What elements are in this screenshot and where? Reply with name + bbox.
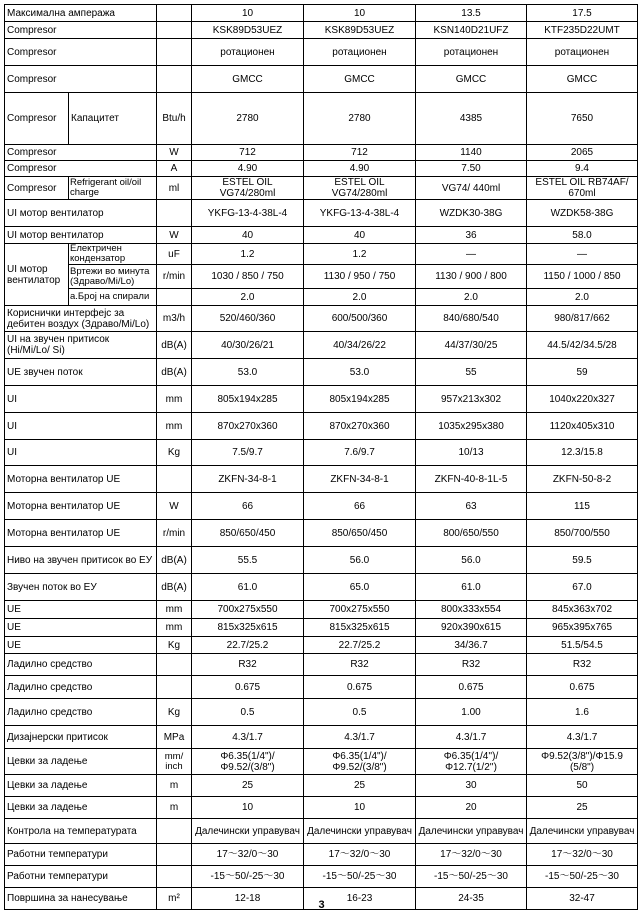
row-label: UI мотор вентилатор <box>5 227 157 244</box>
row-label: Ладилно средство <box>5 654 157 676</box>
value-cell: VG74/ 440ml <box>416 177 527 200</box>
value-cell: ZKFN-34-8-1 <box>304 466 416 493</box>
row-label: Ладилно средство <box>5 699 157 726</box>
value-cell: 2780 <box>192 93 304 145</box>
value-cell: ротационен <box>304 39 416 66</box>
unit-cell: dB(A) <box>157 574 192 601</box>
unit-cell: r/min <box>157 520 192 547</box>
value-cell: GMCC <box>416 66 527 93</box>
value-cell: 25 <box>192 775 304 797</box>
value-cell: 44/37/30/25 <box>416 332 527 359</box>
value-cell: 59.5 <box>527 547 638 574</box>
row-label: Дизајнерски притисок <box>5 726 157 749</box>
unit-cell: m <box>157 775 192 797</box>
value-cell: 24-35 <box>416 888 527 910</box>
value-cell: 61.0 <box>192 574 304 601</box>
value-cell: 20 <box>416 797 527 819</box>
value-cell: 40/30/26/21 <box>192 332 304 359</box>
row-sublabel: Електричен кондензатор <box>69 244 157 265</box>
value-cell: 1120x405x310 <box>527 413 638 440</box>
table-row <box>5 775 638 797</box>
value-cell: 600/500/360 <box>304 306 416 332</box>
unit-cell <box>157 200 192 227</box>
value-cell: 30 <box>416 775 527 797</box>
table-row <box>5 332 638 359</box>
value-cell: 4.3/1.7 <box>192 726 304 749</box>
table-row <box>5 244 638 265</box>
row-sublabel: а.Број на спирали <box>69 289 157 306</box>
value-cell: Φ6.35(1/4")/Φ9.52/(3/8") <box>304 749 416 775</box>
value-cell: 63 <box>416 493 527 520</box>
value-cell: 870x270x360 <box>304 413 416 440</box>
table-row <box>5 493 638 520</box>
value-cell: 957x213x302 <box>416 386 527 413</box>
value-cell: 55 <box>416 359 527 386</box>
value-cell: 1.2 <box>192 244 304 265</box>
row-sublabel: Refrigerant oil/oil charge <box>69 177 157 200</box>
value-cell: 805x194x285 <box>304 386 416 413</box>
value-cell: ZKFN-50-8-2 <box>527 466 638 493</box>
unit-cell <box>157 5 192 22</box>
unit-cell: dB(A) <box>157 359 192 386</box>
unit-cell <box>157 39 192 66</box>
row-label: Работни температури <box>5 844 157 866</box>
table-row <box>5 619 638 637</box>
value-cell: ESTEL OIL VG74/280ml <box>304 177 416 200</box>
unit-cell: Btu/h <box>157 93 192 145</box>
value-cell: 4.90 <box>304 161 416 177</box>
row-label: Ниво на звучен притисок во ЕУ <box>5 547 157 574</box>
value-cell: 0.5 <box>192 699 304 726</box>
table-row <box>5 601 638 619</box>
value-cell: 1.00 <box>416 699 527 726</box>
value-cell: 1035x295x380 <box>416 413 527 440</box>
value-cell: R32 <box>192 654 304 676</box>
value-cell: 12.3/15.8 <box>527 440 638 466</box>
value-cell: ротационен <box>527 39 638 66</box>
value-cell: 10 <box>304 797 416 819</box>
value-cell: 840/680/540 <box>416 306 527 332</box>
value-cell: 25 <box>527 797 638 819</box>
unit-cell: Kg <box>157 637 192 654</box>
value-cell: — <box>416 244 527 265</box>
value-cell: ZKFN-34-8-1 <box>192 466 304 493</box>
value-cell: 55.5 <box>192 547 304 574</box>
value-cell: 40 <box>192 227 304 244</box>
row-label: UE <box>5 637 157 654</box>
value-cell: 800x333x554 <box>416 601 527 619</box>
unit-cell: MPa <box>157 726 192 749</box>
value-cell: 850/650/450 <box>304 520 416 547</box>
table-row <box>5 145 638 161</box>
row-label: Compresor <box>5 39 157 66</box>
value-cell: 58.0 <box>527 227 638 244</box>
unit-cell <box>157 289 192 306</box>
value-cell: 4385 <box>416 93 527 145</box>
row-label: Compresor <box>5 22 157 39</box>
unit-cell <box>157 466 192 493</box>
value-cell: 2.0 <box>192 289 304 306</box>
value-cell: WZDK58-38G <box>527 200 638 227</box>
value-cell: 56.0 <box>416 547 527 574</box>
value-cell: R32 <box>416 654 527 676</box>
unit-cell: W <box>157 493 192 520</box>
table-row <box>5 819 638 844</box>
unit-cell: Kg <box>157 699 192 726</box>
value-cell: 50 <box>527 775 638 797</box>
value-cell: Далечински управувач <box>192 819 304 844</box>
row-label: Моторна вентилатор UE <box>5 466 157 493</box>
row-label: Кориснички интерфејс за дебитен воздух (Здраво/Mi/Lo) <box>5 306 157 332</box>
value-cell: 13.5 <box>416 5 527 22</box>
value-cell: 67.0 <box>527 574 638 601</box>
value-cell: R32 <box>527 654 638 676</box>
unit-cell <box>157 676 192 699</box>
value-cell: WZDK30-38G <box>416 200 527 227</box>
value-cell: ESTEL OIL VG74/280ml <box>192 177 304 200</box>
row-label: Моторна вентилатор UE <box>5 493 157 520</box>
table-row <box>5 413 638 440</box>
value-cell: 25 <box>304 775 416 797</box>
value-cell: ротационен <box>416 39 527 66</box>
table-row <box>5 22 638 39</box>
value-cell: 2065 <box>527 145 638 161</box>
value-cell: 2.0 <box>416 289 527 306</box>
row-label: UI <box>5 440 157 466</box>
value-cell: 7.5/9.7 <box>192 440 304 466</box>
value-cell: KTF235D22UMT <box>527 22 638 39</box>
value-cell: YKFG-13-4-38L-4 <box>304 200 416 227</box>
value-cell: YKFG-13-4-38L-4 <box>192 200 304 227</box>
value-cell: 34/36.7 <box>416 637 527 654</box>
value-cell: 1150 / 1000 / 850 <box>527 265 638 289</box>
value-cell: 4.90 <box>192 161 304 177</box>
unit-cell: mm <box>157 619 192 637</box>
value-cell: 10/13 <box>416 440 527 466</box>
table-row <box>5 547 638 574</box>
table-row <box>5 866 638 888</box>
value-cell: 7.6/9.7 <box>304 440 416 466</box>
value-cell: -15～50/-25～30 <box>416 866 527 888</box>
value-cell: 1140 <box>416 145 527 161</box>
value-cell: 2.0 <box>527 289 638 306</box>
unit-cell: m3/h <box>157 306 192 332</box>
value-cell: 9.4 <box>527 161 638 177</box>
value-cell: 965x395x765 <box>527 619 638 637</box>
row-label: Цевки за ладење <box>5 749 157 775</box>
value-cell: 0.675 <box>527 676 638 699</box>
value-cell: 1130 / 900 / 800 <box>416 265 527 289</box>
value-cell: 32-47 <box>527 888 638 910</box>
value-cell: 53.0 <box>192 359 304 386</box>
value-cell: 1130 / 950 / 750 <box>304 265 416 289</box>
value-cell: 1040x220x327 <box>527 386 638 413</box>
row-label: Максимална ампеража <box>5 5 157 22</box>
table-row <box>5 574 638 601</box>
unit-cell: W <box>157 145 192 161</box>
value-cell: 700x275x550 <box>304 601 416 619</box>
unit-cell: mm <box>157 386 192 413</box>
value-cell: 66 <box>192 493 304 520</box>
value-cell: ESTEL OIL RB74AF/ 670ml <box>527 177 638 200</box>
unit-cell <box>157 866 192 888</box>
value-cell: 0.675 <box>304 676 416 699</box>
table-row <box>5 749 638 775</box>
value-cell: 10 <box>192 5 304 22</box>
value-cell: 17～32/0～30 <box>416 844 527 866</box>
unit-cell: W <box>157 227 192 244</box>
value-cell: 17～32/0～30 <box>527 844 638 866</box>
value-cell: 4.3/1.7 <box>527 726 638 749</box>
value-cell: ZKFN-40-8-1L-5 <box>416 466 527 493</box>
row-label: UE <box>5 601 157 619</box>
table-row <box>5 359 638 386</box>
row-label: UI <box>5 386 157 413</box>
value-cell: 17～32/0～30 <box>304 844 416 866</box>
value-cell: 0.675 <box>192 676 304 699</box>
value-cell: 10 <box>192 797 304 819</box>
table-row <box>5 5 638 22</box>
row-label: Работни температури <box>5 866 157 888</box>
value-cell: GMCC <box>304 66 416 93</box>
row-label: UE звучен поток <box>5 359 157 386</box>
value-cell: -15～50/-25～30 <box>527 866 638 888</box>
value-cell: 22.7/25.2 <box>192 637 304 654</box>
value-cell: 17～32/0～30 <box>192 844 304 866</box>
value-cell: 805x194x285 <box>192 386 304 413</box>
table-row <box>5 265 638 289</box>
value-cell: 59 <box>527 359 638 386</box>
value-cell: 700x275x550 <box>192 601 304 619</box>
table-row <box>5 39 638 66</box>
table-row <box>5 66 638 93</box>
value-cell: KSN140D21UFZ <box>416 22 527 39</box>
value-cell: 1030 / 850 / 750 <box>192 265 304 289</box>
value-cell: 61.0 <box>416 574 527 601</box>
value-cell: Φ6.35(1/4")/Φ9.52/(3/8") <box>192 749 304 775</box>
row-label: UI мотор вентилатор <box>5 244 69 306</box>
value-cell: -15～50/-25～30 <box>304 866 416 888</box>
row-label: UI на звучен притисок (Hi/Mi/Lo/ Si) <box>5 332 157 359</box>
unit-cell <box>157 66 192 93</box>
table-row <box>5 797 638 819</box>
row-label: UI мотор вентилатор <box>5 200 157 227</box>
value-cell: 115 <box>527 493 638 520</box>
unit-cell: uF <box>157 244 192 265</box>
row-label: UI <box>5 413 157 440</box>
value-cell: 7650 <box>527 93 638 145</box>
row-label: Compresor <box>5 177 69 200</box>
value-cell: 712 <box>304 145 416 161</box>
unit-cell <box>157 819 192 844</box>
value-cell: Далечински управувач <box>527 819 638 844</box>
value-cell: 22.7/25.2 <box>304 637 416 654</box>
value-cell: 712 <box>192 145 304 161</box>
value-cell: KSK89D53UEZ <box>192 22 304 39</box>
value-cell: Φ6.35(1/4'')/Φ12.7(1/2'') <box>416 749 527 775</box>
value-cell: 66 <box>304 493 416 520</box>
unit-cell: dB(A) <box>157 547 192 574</box>
table-row <box>5 466 638 493</box>
value-cell: 1.6 <box>527 699 638 726</box>
unit-cell: ml <box>157 177 192 200</box>
row-label: Ладилно средство <box>5 676 157 699</box>
value-cell: 845x363x702 <box>527 601 638 619</box>
table-row <box>5 654 638 676</box>
unit-cell: mm <box>157 601 192 619</box>
row-label: Звучен поток во ЕУ <box>5 574 157 601</box>
specifications-table <box>4 4 638 910</box>
value-cell: KSK89D53UEZ <box>304 22 416 39</box>
table-row <box>5 386 638 413</box>
value-cell: 980/817/662 <box>527 306 638 332</box>
value-cell: 56.0 <box>304 547 416 574</box>
unit-cell: m <box>157 797 192 819</box>
value-cell: 16-23 <box>304 888 416 910</box>
unit-cell: Kg <box>157 440 192 466</box>
unit-cell: m² <box>157 888 192 910</box>
value-cell: 17.5 <box>527 5 638 22</box>
unit-cell: A <box>157 161 192 177</box>
value-cell: 44.5/42/34.5/28 <box>527 332 638 359</box>
page-number: 3 <box>318 899 325 911</box>
value-cell: 850/700/550 <box>527 520 638 547</box>
unit-cell <box>157 22 192 39</box>
table-row <box>5 306 638 332</box>
value-cell: 4.3/1.7 <box>304 726 416 749</box>
value-cell: 815x325x615 <box>192 619 304 637</box>
value-cell: 2.0 <box>304 289 416 306</box>
unit-cell <box>157 654 192 676</box>
table-row <box>5 161 638 177</box>
unit-cell: r/min <box>157 265 192 289</box>
value-cell: Далечински управувач <box>416 819 527 844</box>
value-cell: R32 <box>304 654 416 676</box>
value-cell: 53.0 <box>304 359 416 386</box>
value-cell: 12-18 <box>192 888 304 910</box>
row-label: Compresor <box>5 93 69 145</box>
value-cell: — <box>527 244 638 265</box>
value-cell: Далечински управувач <box>304 819 416 844</box>
value-cell: 51.5/54.5 <box>527 637 638 654</box>
table-row <box>5 289 638 306</box>
row-sublabel: Капацитет <box>69 93 157 145</box>
table-row <box>5 676 638 699</box>
unit-cell <box>157 844 192 866</box>
unit-cell: mm <box>157 413 192 440</box>
value-cell: 40/34/26/22 <box>304 332 416 359</box>
value-cell: 0.675 <box>416 676 527 699</box>
row-label: Compresor <box>5 145 157 161</box>
value-cell: 0.5 <box>304 699 416 726</box>
row-label: Површина за нанесување <box>5 888 157 910</box>
row-label: UE <box>5 619 157 637</box>
row-label: Моторна вентилатор UE <box>5 520 157 547</box>
table-row <box>5 844 638 866</box>
value-cell: 40 <box>304 227 416 244</box>
table-row <box>5 177 638 200</box>
value-cell: 870x270x360 <box>192 413 304 440</box>
value-cell: GMCC <box>192 66 304 93</box>
row-label: Compresor <box>5 66 157 93</box>
value-cell: 4.3/1.7 <box>416 726 527 749</box>
table-row <box>5 520 638 547</box>
value-cell: 36 <box>416 227 527 244</box>
value-cell: 520/460/360 <box>192 306 304 332</box>
table-row <box>5 227 638 244</box>
value-cell: 815x325x615 <box>304 619 416 637</box>
value-cell: GMCC <box>527 66 638 93</box>
table-row <box>5 726 638 749</box>
value-cell: 800/650/550 <box>416 520 527 547</box>
unit-cell: dB(A) <box>157 332 192 359</box>
value-cell: 850/650/450 <box>192 520 304 547</box>
row-label: Контрола на температурата <box>5 819 157 844</box>
row-label: Цевки за ладење <box>5 775 157 797</box>
value-cell: 1.2 <box>304 244 416 265</box>
table-row <box>5 699 638 726</box>
table-row <box>5 93 638 145</box>
value-cell: 10 <box>304 5 416 22</box>
unit-cell: mm/ inch <box>157 749 192 775</box>
value-cell: 7.50 <box>416 161 527 177</box>
row-sublabel: Вртежи во минута (Здраво/Mi/Lo) <box>69 265 157 289</box>
value-cell: 920x390x615 <box>416 619 527 637</box>
row-label: Цевки за ладење <box>5 797 157 819</box>
value-cell: Φ9.52(3/8")/Φ15.9 (5/8") <box>527 749 638 775</box>
table-row <box>5 637 638 654</box>
table-row <box>5 200 638 227</box>
table-row <box>5 440 638 466</box>
value-cell: 65.0 <box>304 574 416 601</box>
row-label: Compresor <box>5 161 157 177</box>
value-cell: 2780 <box>304 93 416 145</box>
value-cell: ротационен <box>192 39 304 66</box>
value-cell: -15～50/-25～30 <box>192 866 304 888</box>
